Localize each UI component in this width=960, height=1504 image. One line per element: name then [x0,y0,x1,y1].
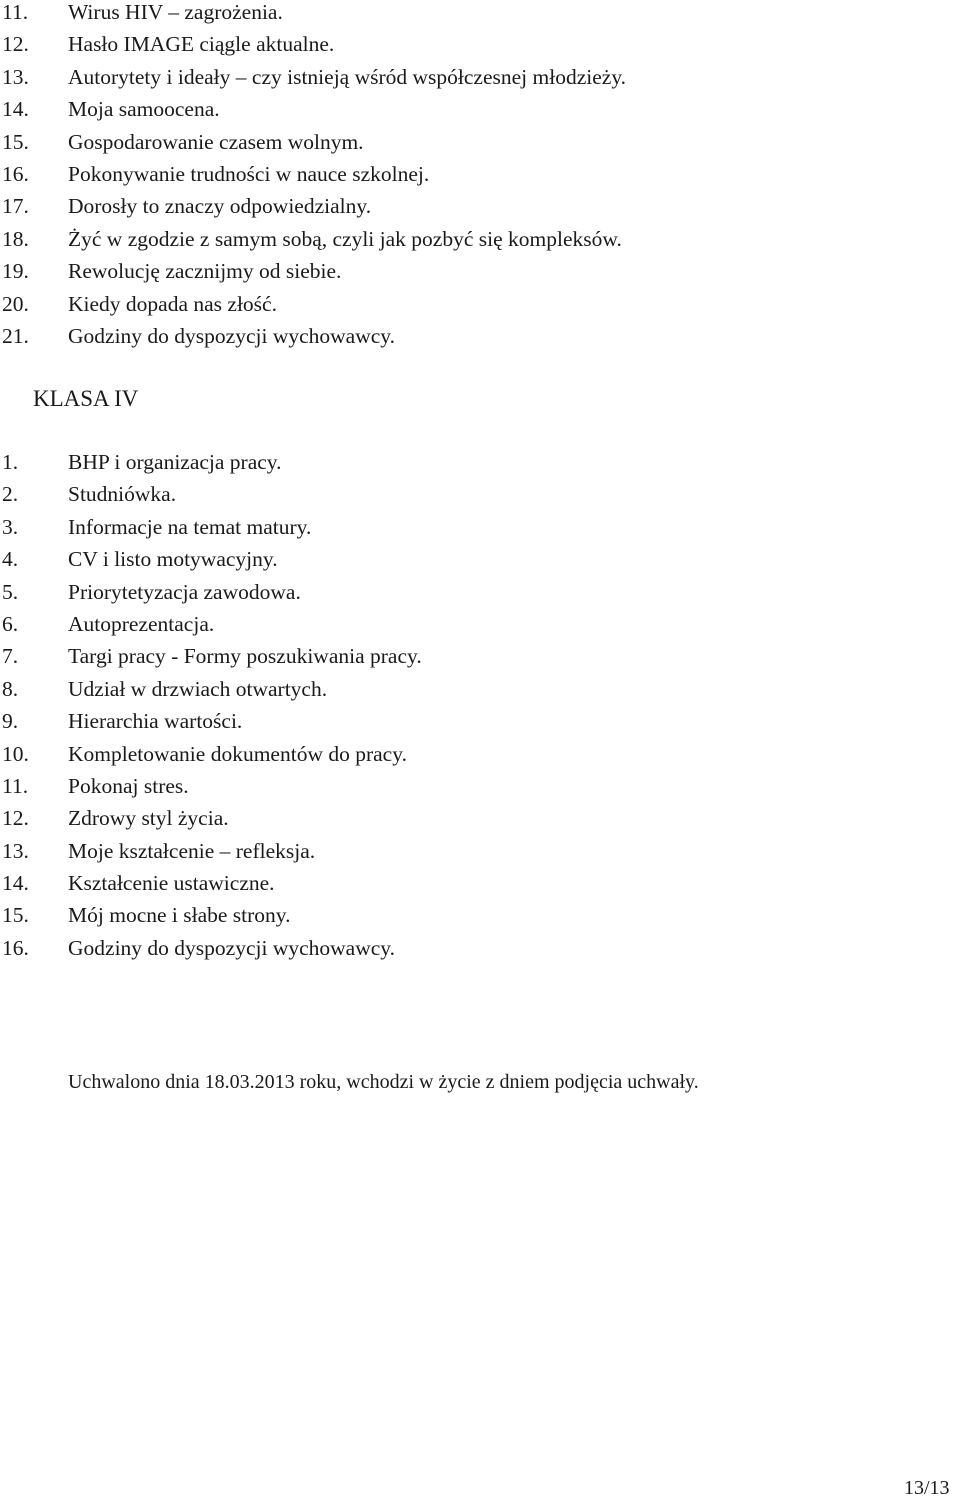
item-number: 3. [2,514,19,539]
item-number: 16. [2,161,29,186]
item-number: 14. [2,97,29,122]
item-text: Moja samoocena. [68,97,220,122]
item-text: Pokonaj stres. [68,773,189,798]
item-number: 10. [2,741,29,766]
item-number: 12. [2,32,29,57]
item-text: Pokonywanie trudności w nauce szkolnej. [68,161,430,186]
item-number: 12. [2,806,29,831]
item-text: Targi pracy - Formy poszukiwania pracy. [68,644,422,669]
item-text: Wirus HIV – zagrożenia. [68,0,283,24]
item-text: Rewolucję zacznijmy od siebie. [68,259,342,284]
item-number: 2. [2,482,19,507]
item-number: 4. [2,547,19,572]
item-number: 18. [2,226,29,251]
item-number: 8. [2,676,19,701]
item-text: Zdrowy styl życia. [68,806,229,831]
item-number: 15. [2,903,29,928]
item-number: 13. [2,838,29,863]
item-number: 11. [2,0,29,24]
item-number: 1. [2,450,19,474]
item-text: Autorytety i ideały – czy istnieją wśród współczesnej młodzieży. [68,64,627,89]
item-number: 14. [2,871,29,896]
item-text: Godziny do dyspozycji wychowawcy. [68,935,396,960]
item-text: Moje kształcenie – refleksja. [68,838,316,863]
item-text: Gospodarowanie czasem wolnym. [68,129,364,154]
item-text: Mój mocne i słabe strony. [68,903,291,928]
item-text: Udział w drzwiach otwartych. [68,676,328,701]
item-number: 15. [2,129,29,154]
item-number: 17. [2,194,29,219]
section-heading-klasa-iv: KLASA IV [33,386,139,411]
resolution-note: Uchwalono dnia 18.03.2013 roku, wchodzi w życie z dniem podjęcia uchwały. [68,1071,699,1093]
item-number: 13. [2,64,29,89]
item-text: Hasło IMAGE ciągle aktualne. [68,32,335,57]
item-text: Kiedy dopada nas złość. [68,291,277,316]
item-text: Hierarchia wartości. [68,709,243,734]
item-number: 6. [2,611,19,636]
item-text: Żyć w zgodzie z samym sobą, czyli jak pozbyć się kompleksów. [68,226,622,251]
item-number: 19. [2,259,29,284]
item-text: Autoprezentacja. [68,611,215,636]
item-number: 16. [2,935,29,960]
item-text: Studniówka. [68,482,177,507]
page-number: 13/13 [904,1477,950,1499]
item-text: CV i listo motywacyjny. [68,547,278,572]
item-text: Informacje na temat matury. [68,514,312,539]
item-text: Godziny do dyspozycji wychowawcy. [68,323,396,348]
item-number: 20. [2,291,29,316]
item-text: Kształcenie ustawiczne. [68,871,275,896]
item-number: 21. [2,323,29,348]
item-number: 9. [2,709,19,734]
item-number: 11. [2,773,29,798]
item-number: 5. [2,579,19,604]
item-text: BHP i organizacja pracy. [68,450,282,474]
item-number: 7. [2,644,19,669]
item-text: Kompletowanie dokumentów do pracy. [68,741,407,766]
item-text: Dorosły to znaczy odpowiedzialny. [68,194,372,219]
item-text: Priorytetyzacja zawodowa. [68,579,301,604]
